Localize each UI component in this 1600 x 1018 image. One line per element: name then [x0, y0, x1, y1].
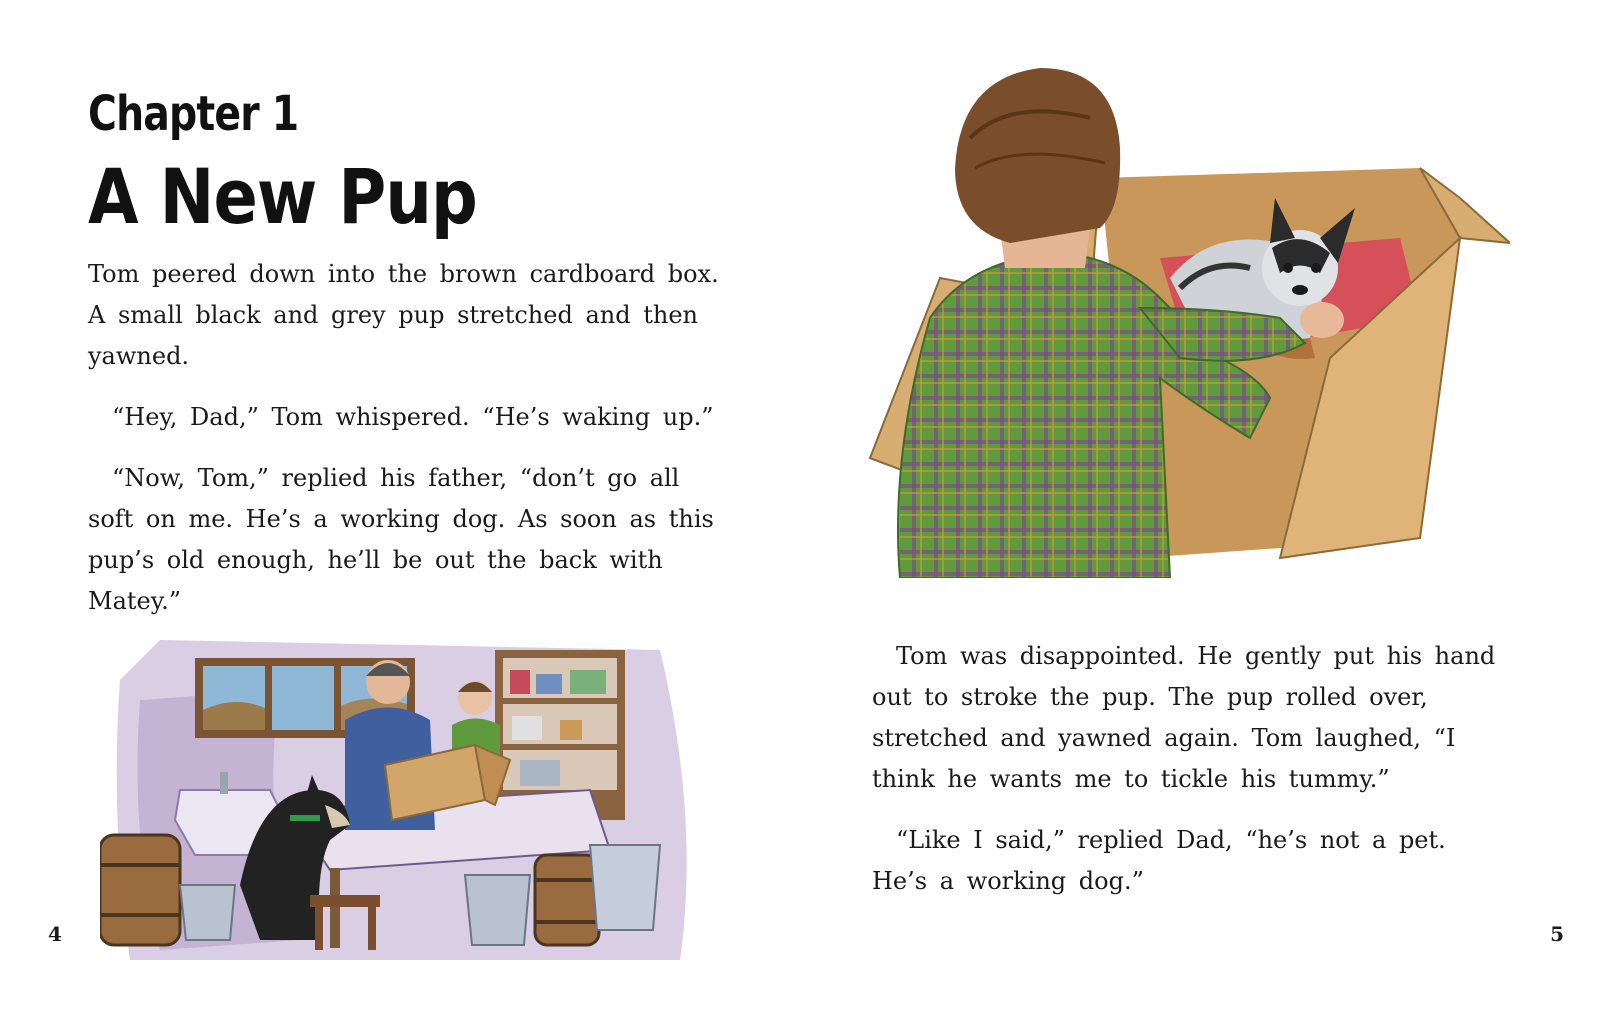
paragraph: “Hey, Dad,” Tom whispered. “He’s waking up.”	[112, 403, 714, 431]
right-text	[872, 636, 1502, 922]
chapter-title: A New Pup	[88, 152, 477, 241]
paragraph: Tom was disappointed. He gently put his hand out to stroke the pup. The pup rolled over, stretched and yawned again. Tom laughed, “I think he wants me to tickle his tummy.”	[872, 642, 1496, 793]
paragraph: “Like I said,” replied Dad, “he’s not a pet. He’s a working dog.”	[872, 826, 1446, 895]
chapter-label: Chapter 1	[88, 86, 299, 142]
kitchen-illustration	[100, 640, 700, 970]
left-text	[88, 254, 728, 642]
page-number: 4	[48, 922, 62, 946]
page-number: 5	[1550, 922, 1564, 946]
paragraph: Tom peered down into the brown cardboard box. A small black and grey pup stretched and then yawned.	[88, 260, 719, 370]
right-page	[800, 0, 1600, 1018]
boy-and-pup-illustration	[860, 58, 1510, 578]
paragraph: “Now, Tom,” replied his father, “don’t go all soft on me. He’s a working dog. As soon as this pup’s old enough, he’ll be out the back with Matey.”	[88, 464, 714, 615]
